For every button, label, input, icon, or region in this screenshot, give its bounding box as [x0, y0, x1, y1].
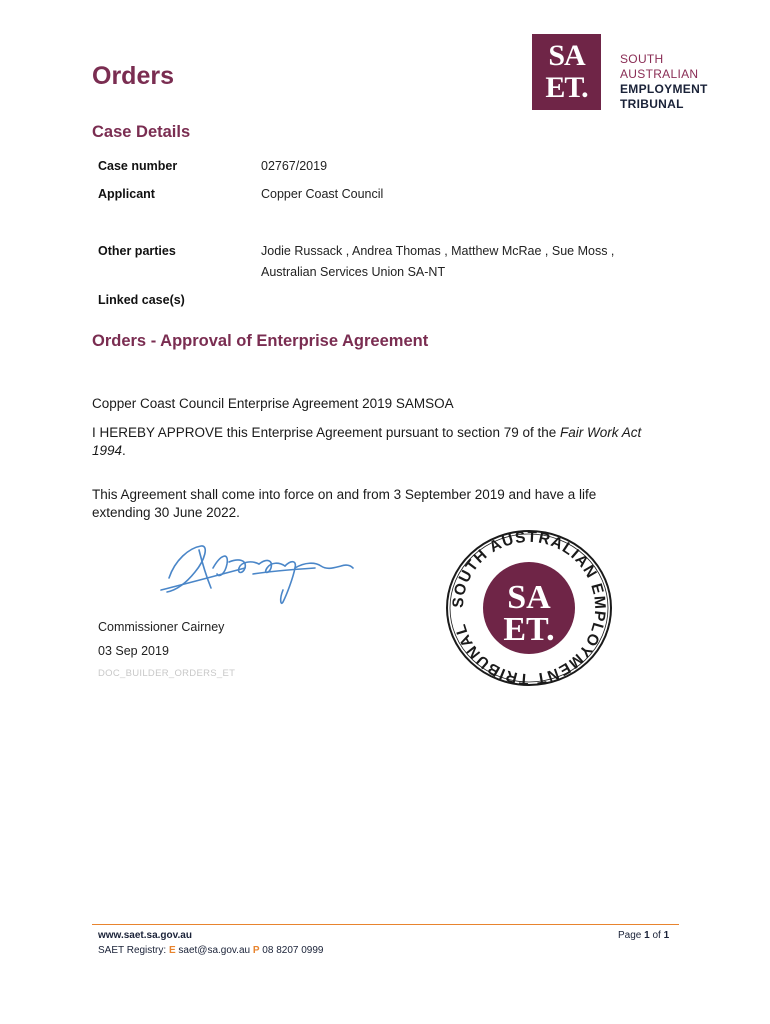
commencement-paragraph: [92, 486, 692, 522]
act-name-line1: Fair Work Act: [560, 425, 642, 440]
case-number-value: 02767/2019: [261, 159, 328, 173]
act-name-line2: 1994: [92, 443, 123, 458]
tribunal-seal: [444, 528, 614, 688]
page-of: of: [649, 930, 664, 941]
registry-phone: 08 8207 0999: [259, 945, 324, 956]
footer-registry: [98, 945, 323, 956]
agreement-title: Copper Coast Council Enterprise Agreement 2019 SAMSOA: [92, 396, 454, 411]
orders-heading: Orders - Approval of Enterprise Agreement: [92, 332, 429, 350]
other-parties-value: Jodie Russack , Andrea Thomas , Matthew McRae , Sue Moss ,: [261, 244, 615, 258]
page-indicator: [618, 930, 669, 941]
logo-mark-line2: ET.: [545, 71, 588, 104]
logo-text-tribunal: TRIBUNAL: [620, 97, 684, 111]
page-current: 1: [644, 930, 650, 941]
commencement-line1: This Agreement shall come into force on and from 3 September 2019 and have a life: [92, 487, 597, 502]
phone-marker: P: [252, 945, 260, 956]
applicant-value: Copper Coast Council: [261, 187, 384, 201]
seal-mark-line1: SA: [507, 579, 551, 616]
logo-text-south: SOUTH: [620, 52, 664, 66]
saet-logo-text: [620, 52, 708, 112]
case-number-label: Case number: [98, 159, 178, 173]
footer-url[interactable]: www.saet.sa.gov.au: [98, 930, 192, 941]
logo-mark-line1: SA: [548, 39, 585, 72]
footer-divider: [92, 924, 679, 925]
commencement-line2: extending 30 June 2022.: [92, 505, 240, 520]
other-parties-value-line2: Australian Services Union SA-NT: [261, 265, 446, 279]
registry-label: SAET Registry:: [98, 945, 169, 956]
registry-email[interactable]: saet@sa.gov.au: [175, 945, 253, 956]
approval-paragraph: [92, 424, 692, 460]
page-total: 1: [663, 930, 670, 941]
signature-image: [155, 538, 360, 610]
approval-end: .: [122, 443, 126, 458]
seal-ring-text: SOUTH AUSTRALIAN EMPLOYMENT TRIBUNAL: [449, 528, 609, 688]
saet-logo-mark: [532, 34, 601, 110]
linked-cases-label: Linked case(s): [98, 293, 185, 307]
approval-text: I HEREBY APPROVE this Enterprise Agreement pursuant to section 79 of the: [92, 425, 560, 440]
logo-text-australian: AUSTRALIAN: [620, 67, 699, 81]
applicant-label: Applicant: [98, 187, 155, 201]
logo-text-employment: EMPLOYMENT: [620, 82, 708, 96]
email-marker: E: [168, 945, 176, 956]
case-details-heading: Case Details: [92, 123, 191, 141]
other-parties-label: Other parties: [98, 244, 176, 258]
page-prefix: Page: [618, 930, 645, 941]
commissioner-name: Commissioner Cairney: [98, 620, 225, 634]
page-title: Orders: [92, 62, 174, 90]
seal-mark-line2: ET.: [503, 611, 555, 648]
document-code: DOC_BUILDER_ORDERS_ET: [98, 668, 236, 679]
signature-date: 03 Sep 2019: [98, 644, 169, 658]
